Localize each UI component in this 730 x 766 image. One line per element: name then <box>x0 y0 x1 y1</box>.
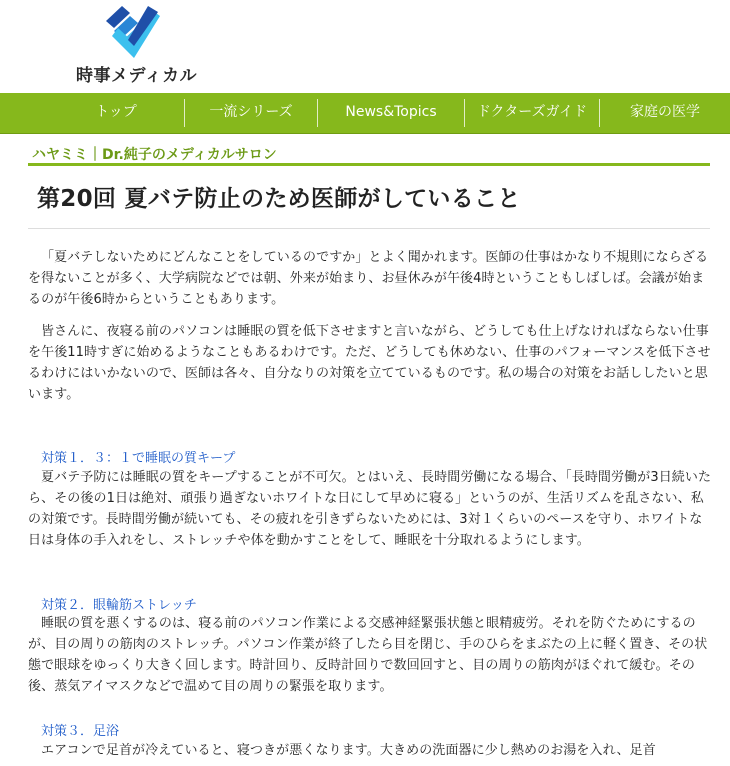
intro-paragraph-2: 皆さんに、夜寝る前のパソコンは睡眠の質を低下させますと言いながら、どうしても仕上げなければならない仕事を午後11時すぎに始めるようなこともあるわけです。ただ、どうしても休めない、仕事のパフォーマンスを低下させるわけにはいかないので、医師は各々、自分なりの対策を立てているものです。私の場合の対策をお話ししたいと思います。 <box>28 324 711 402</box>
logo-text: 時事メディカル <box>76 66 198 86</box>
nav-item-news-topics[interactable]: News&Topics <box>345 104 437 120</box>
title-divider <box>28 228 710 229</box>
intro-paragraph-1: 「夏バテしないためにどんなことをしているのですか」とよく聞かれます。医師の仕事はかなり不規則にならざるを得ないことが多く、大学病院などでは朝、外来が始まり、お昼休みが午後4時ということもしばしば。会議が始まるのが午後6時からということもあります。 <box>28 250 709 307</box>
site-logo[interactable] <box>76 6 198 86</box>
nav-item-home-medicine[interactable]: 家庭の医学 <box>630 104 700 120</box>
series-title[interactable]: ハヤミミ｜Dr.純子のメディカルサロン <box>32 147 277 163</box>
title-accent-bar <box>28 163 710 166</box>
section-body-2: 睡眠の質を悪くするのは、寝る前のパソコン作業による交感神経緊張状態と眼精疲労。それを防ぐためにするのが、目の周りの筋肉のストレッチ。パソコン作業が終了したら目を閉じ、手のひらをまぶたの上に軽く置き、その状態で眼球をゆっくり大きく回します。時計回り、反時計回りで数回回すと、目の周りの筋肉がほぐれて緩む。その後、蒸気アイマスクなどで温めて目の周りの緊張を取ります。 <box>28 616 708 694</box>
nav-item-top[interactable]: トップ <box>95 104 137 120</box>
nav-item-ichiryu-series[interactable]: 一流シリーズ <box>209 104 293 120</box>
main-nav <box>0 93 730 134</box>
section-body-3: エアコンで足首が冷えていると、寝つきが悪くなります。大きめの洗面器に少し熱めのお湯を入れ、足首 <box>41 743 656 758</box>
site-header <box>0 0 730 93</box>
section-heading-2: 対策２．眼輪筋ストレッチ <box>41 598 197 613</box>
nav-item-doctors-guide[interactable]: ドクターズガイド <box>476 104 588 120</box>
section-heading-3: 対策３．足浴 <box>41 724 120 739</box>
page-title: 第20回 夏バテ防止のため医師がしていること <box>37 186 521 212</box>
section-body-1: 夏バテ予防には睡眠の質をキープすることが不可欠。とはいえ、長時間労働になる場合、「長時間労働が3日続いたら、その後の1日は絶対、頑張り過ぎないホワイトな日にして早めに寝る」というのが、生活リズムを乱さない、私の対策です。長時間労働が続いても、その疲れを引きずらないためには、3対１くらいのペースを守り、ホワイトな日は身体の手入れをし、ストレッチや体を動かすことをして、睡眠を十分取れるようにします。 <box>28 470 712 548</box>
logo-mark-icon <box>104 6 166 60</box>
section-heading-1: 対策１．３：１で睡眠の質キープ <box>41 451 236 466</box>
